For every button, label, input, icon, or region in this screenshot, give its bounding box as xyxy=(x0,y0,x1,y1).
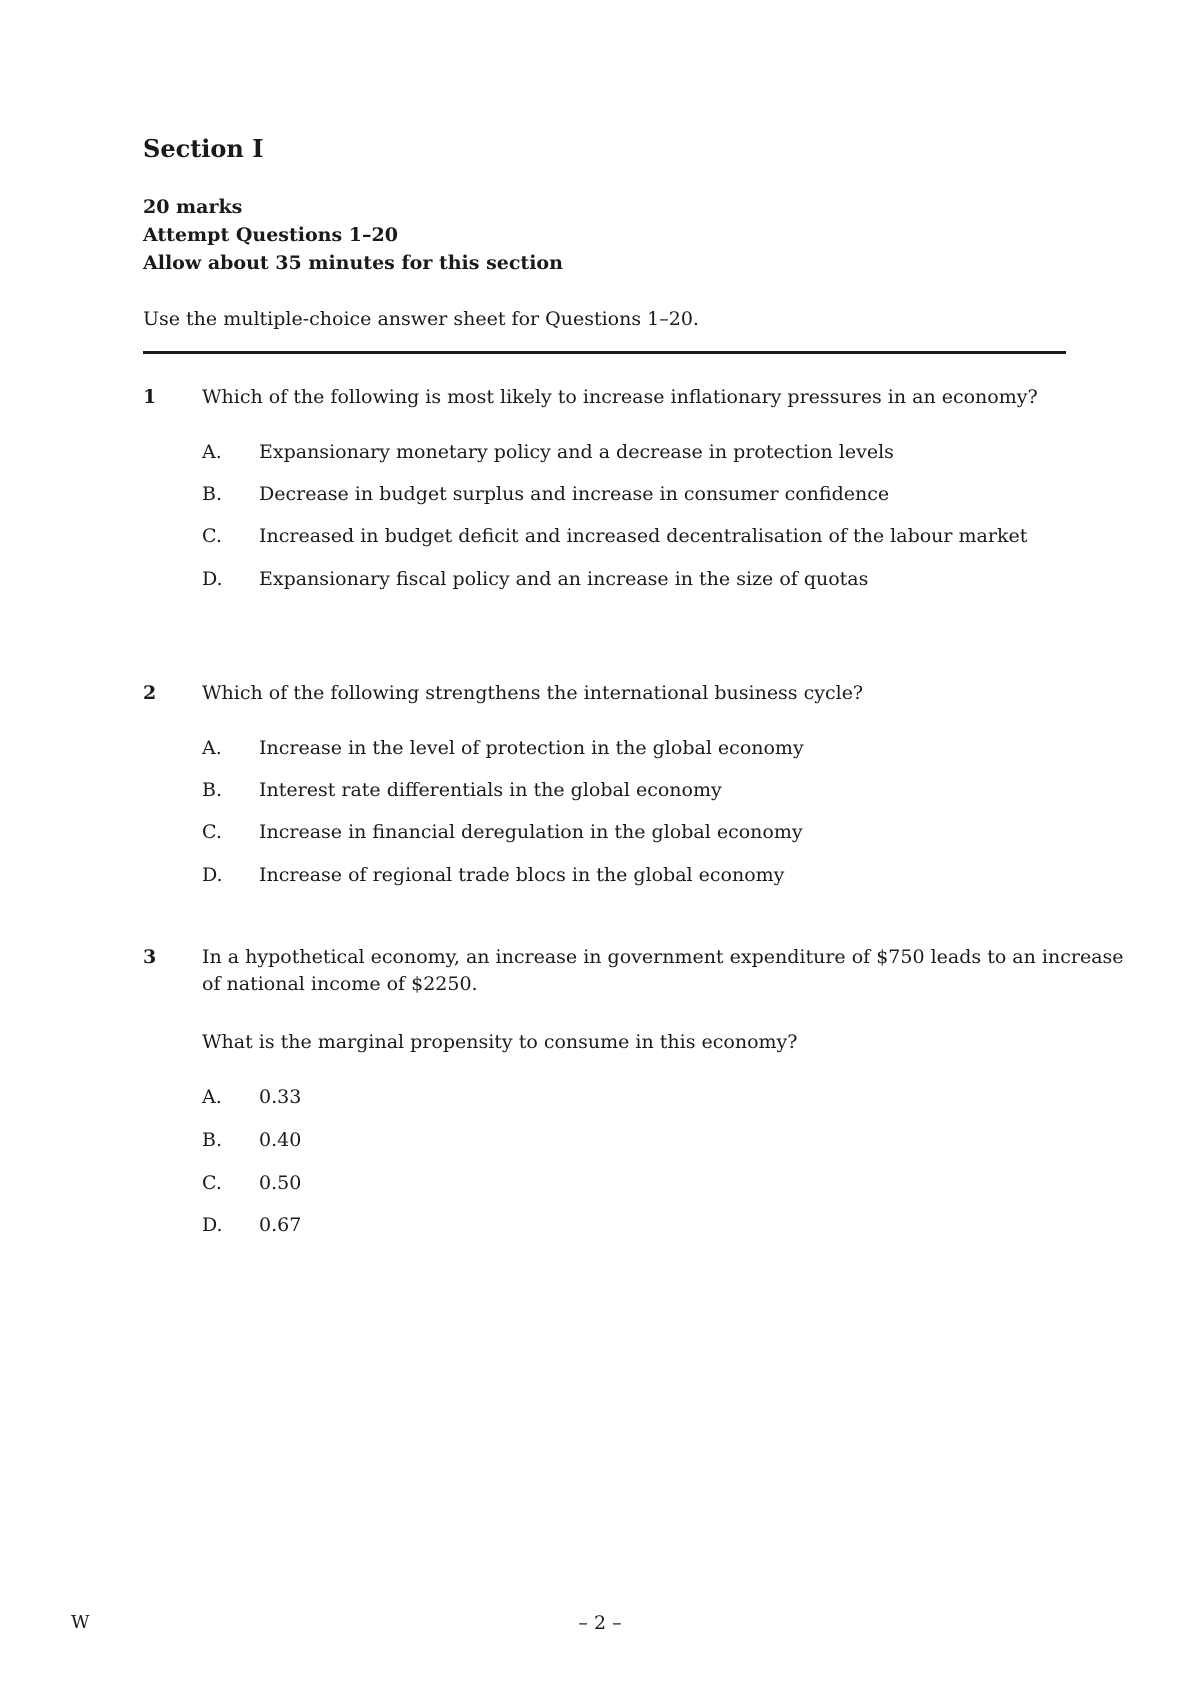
footer-code: W xyxy=(71,1612,90,1633)
option-letter: D. xyxy=(202,1214,223,1236)
option-letter: A. xyxy=(202,737,222,759)
option-letter: C. xyxy=(202,821,222,843)
option-letter: B. xyxy=(202,483,223,505)
option-letter: A. xyxy=(202,441,222,463)
option-letter: B. xyxy=(202,779,223,801)
question-text: Which of the following strengthens the international business cycle? xyxy=(202,682,864,704)
question-number: 1 xyxy=(143,386,157,408)
option-text: Expansionary fiscal policy and an increase in the size of quotas xyxy=(259,568,869,590)
option-letter: A. xyxy=(202,1086,222,1108)
option-letter: D. xyxy=(202,568,223,590)
section-marks: 20 marks xyxy=(143,196,243,218)
option-text: Decrease in budget surplus and increase in consumer confidence xyxy=(259,483,890,505)
option-text: 0.50 xyxy=(259,1172,302,1194)
option-letter: D. xyxy=(202,864,223,886)
option-text: Increase in financial deregulation in the global economy xyxy=(259,821,803,843)
section-divider xyxy=(143,351,1066,354)
option-letter: B. xyxy=(202,1129,223,1151)
question-number: 2 xyxy=(143,682,157,704)
question-text: In a hypothetical economy, an increase in government expenditure of $750 leads to an increase of national income of $2250. xyxy=(202,946,1124,995)
question-subtext: What is the marginal propensity to consume in this economy? xyxy=(202,1031,798,1053)
option-text: Expansionary monetary policy and a decrease in protection levels xyxy=(259,441,894,463)
option-text: Interest rate differentials in the global economy xyxy=(259,779,722,801)
option-text: Increase of regional trade blocs in the global economy xyxy=(259,864,785,886)
question-text: Which of the following is most likely to increase inflationary pressures in an economy? xyxy=(202,386,1038,408)
option-text: Increased in budget deficit and increased decentralisation of the labour market xyxy=(259,525,1028,547)
section-allow-time: Allow about 35 minutes for this section xyxy=(143,252,563,274)
option-text: 0.40 xyxy=(259,1129,302,1151)
page-number: – 2 – xyxy=(578,1612,622,1634)
section-attempt: Attempt Questions 1–20 xyxy=(143,224,398,246)
option-text: Increase in the level of protection in the global economy xyxy=(259,737,804,759)
option-text: 0.67 xyxy=(259,1214,302,1236)
section-title: Section I xyxy=(143,134,264,163)
question-number: 3 xyxy=(143,946,157,968)
option-letter: C. xyxy=(202,525,222,547)
section-instruction: Use the multiple-choice answer sheet for Questions 1–20. xyxy=(143,308,699,330)
option-letter: C. xyxy=(202,1172,222,1194)
option-text: 0.33 xyxy=(259,1086,302,1108)
